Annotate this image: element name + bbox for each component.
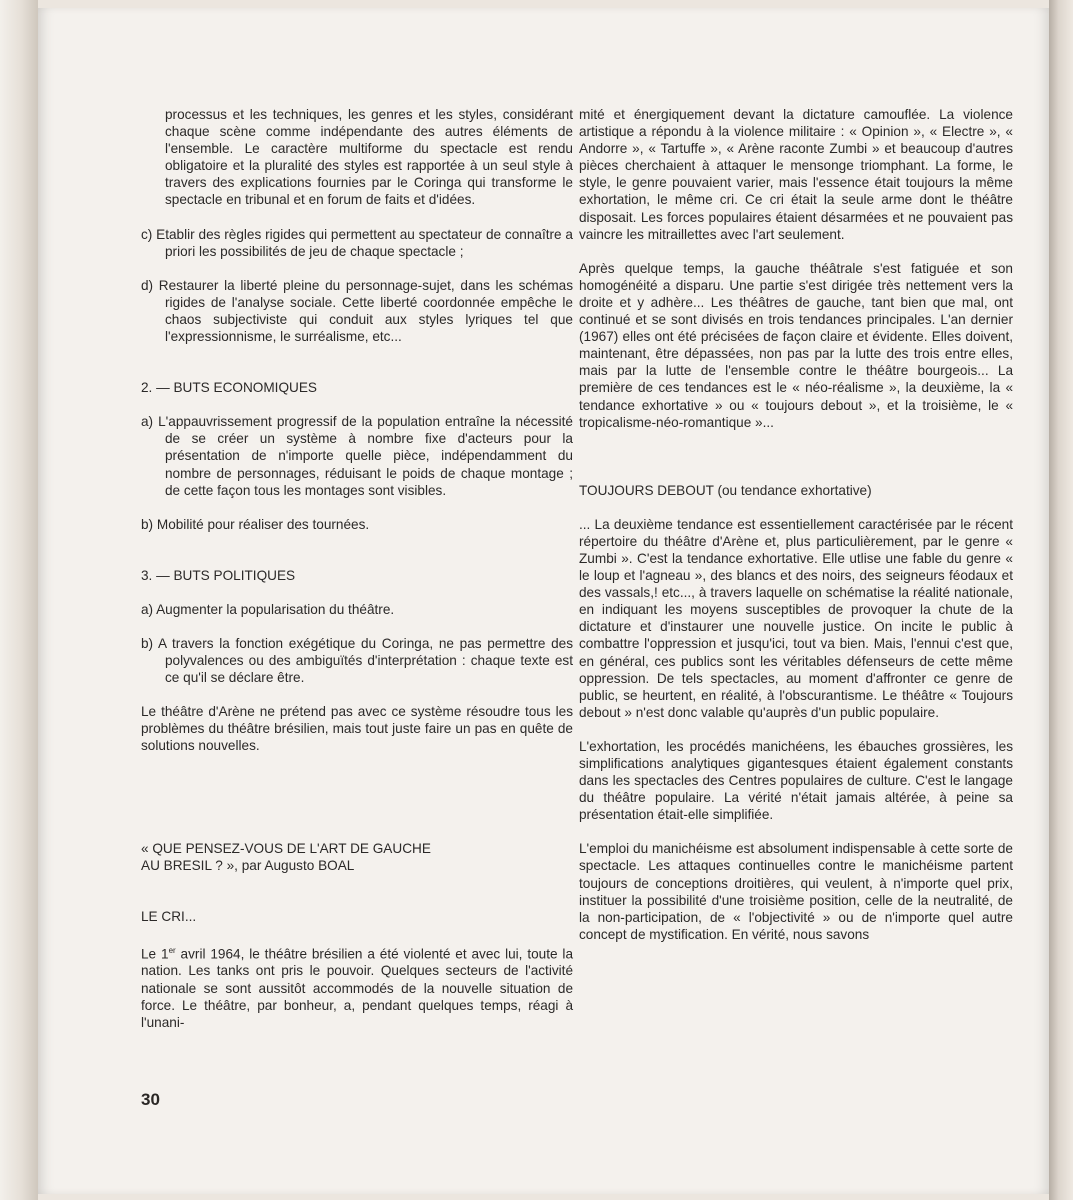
paragraph-gauche-theatrale: Après quelque temps, la gauche théâtrale s'est fatiguée et son homogénéité a disparu. Une partie s'est dirigée très nettement vers la droite et y adhère... Les théâtres de gauche, tant bien que mal, ont continué et se sont divisés en trois tendances principales. L'an dernier (1967) elles ont été précisées de façon claire et évidente. Elles doivent, maintenant, être dépassées, non pas par la lutte des trois entre elles, mais par la lutte de l'ensemble contre le théâtre bourgeois... La première de ces tendances est le « néo-réalisme », la deuxième, la « tendance exhortative » ou « toujours debout », et la troisième, le « tropicalisme-néo-romantique »...	[579, 260, 1013, 430]
right-column	[579, 106, 1013, 943]
closing-paragraph: Le théâtre d'Arène ne prétend pas avec ce système résoudre tous les problèmes du théâtre brésilien, mais tout juste faire un pas en quête de solutions nouvelles.	[141, 704, 573, 754]
article-title-line2: AU BRESIL ? », par Augusto BOAL	[141, 857, 355, 873]
book-page	[38, 8, 1049, 1194]
cri-text-start: Le 1	[141, 946, 169, 962]
paragraph-exhortation: L'exhortation, les procédés manichéens, les ébauches grossières, les simplifications analytiques gigantesques étaient également constants dans les spectacles des Centres populaires de culture. C'est le langage du théâtre populaire. La vérité n'était jamais altérée, à peine sa présentation était-elle simplifiée.	[579, 738, 1013, 823]
list-item-b-political: b) A travers la fonction exégétique du Coringa, ne pas permettre des polyvalences ou des ambiguïtés d'interprétation : chaque texte est ce qu'il se déclare être.	[141, 635, 573, 686]
list-item-b-economic: b) Mobilité pour réaliser des tournées.	[141, 516, 370, 532]
list-item-a-economic: a) L'appauvrissement progressif de la population entraîne la nécessité de se créer un système à nombre fixe d'acteurs pour la présentation de n'importe quelle pièce, indépendamment du nombre de personnages, réduisant le poids de chaque montage ; de cette façon tous les montages sont visibles.	[141, 414, 573, 498]
backdrop-left-edge	[0, 0, 38, 1200]
article-title-line1: « QUE PENSEZ-VOUS DE L'ART DE GAUCHE	[141, 840, 431, 856]
heading-toujours-debout: TOUJOURS DEBOUT (ou tendance exhortative)	[579, 482, 872, 498]
cri-superscript: er	[168, 945, 176, 955]
cri-text-rest: avril 1964, le théâtre brésilien a été violenté et avec lui, toute la nation. Les tanks ont pris le pouvoir. Quelques secteurs de l'activité nationale se sont aussitôt accommodés de la nouvelle situation de force. Le théâtre, par bonheur, a, pendant quelques temps, réagi à l'unani-	[141, 946, 573, 1030]
heading-buts-economiques: 2. — BUTS ECONOMIQUES	[141, 380, 317, 396]
paragraph-manicheisme: L'emploi du manichéisme est absolument indispensable à cette sorte de spectacle. Les attaques continuelles contre le manichéisme partent toujours de conceptions droitières, qui veulent, à n'importe quel prix, instituer la possibilité d'une troisième position, celle de la neutralité, de la non-participation, de « l'objectivité » ou de n'importe quel autre concept de mystification. En vérité, nous savons	[579, 841, 1013, 942]
heading-le-cri: LE CRI...	[141, 908, 197, 924]
page-number: 30	[141, 1090, 160, 1109]
paragraph-le-cri	[141, 942, 573, 1031]
paragraph-continuation: processus et les techniques, les genres et les styles, considérant chaque scène comme indépendante des autres éléments de l'ensemble. Le caractère multiforme du spectacle est rendu obligatoire et la pluralité des styles est rapportée à un seul style à travers des explications fournies par le Coringa qui transforme le spectacle en tribunal et en forum de faits et d'idées.	[165, 107, 573, 208]
list-item-a-political: a) Augmenter la popularisation du théâtre.	[141, 601, 395, 617]
backdrop-right-edge	[1049, 0, 1073, 1200]
list-item-c: c) Etablir des règles rigides qui permettent au spectateur de connaître a priori les possibilités de jeu de chaque spectacle ;	[141, 226, 573, 259]
list-item-d: d) Restaurer la liberté pleine du personnage-sujet, dans les schémas rigides de l'analyse sociale. Cette liberté coordonnée empêche le chaos subjectiviste qui conduit aux styles lyriques tel que l'expressionnisme, le surréalisme, etc...	[141, 277, 573, 345]
paragraph-tendance-exhortative: ... La deuxième tendance est essentiellement caractérisée par le récent répertoire du théâtre d'Arène et, plus particulièrement, par le genre « Zumbi ». C'est la tendance exhortative. Elle utlise une fable du genre « le loup et l'agneau », des blancs et des noirs, des seigneurs féodaux et des vassals,! etc..., à travers laquelle on schématise la réalité nationale, en indiquant les moyens susceptibles de provoquer la chute de la dictature et d'instaurer une nouvelle justice. On incite le public à combattre l'oppression et jusqu'ici, tout va bien. Mais, l'ennui c'est que, en général, ces publics sont les véritables défenseurs de cette même oppression. De tels spectacles, au moment d'affronter ce genre de public, se heurtent, en réalité, à l'obscurantisme. Le théâtre « Toujours debout » n'est donc valable qu'auprès d'un public populaire.	[579, 516, 1013, 720]
paragraph-continuation-right: mité et énergiquement devant la dictature camouflée. La violence artistique a répondu à la violence militaire : « Opinion », « Electre », « Andorre », « Tartuffe », « Arène raconte Zumbi » et beaucoup d'autres pièces cherchaient à attaquer le mensonge triomphant. La forme, le style, le genre pouvaient varier, mais l'essence était toujours la même exhortation, le même cri. Ce cri était la seule arme dont le théâtre disposait. Les forces populaires étaient désarmées et ne pouvaient pas vaincre les mitraillettes avec l'art seulement.	[579, 107, 1013, 242]
heading-buts-politiques: 3. — BUTS POLITIQUES	[141, 567, 296, 583]
left-column	[141, 106, 573, 1031]
